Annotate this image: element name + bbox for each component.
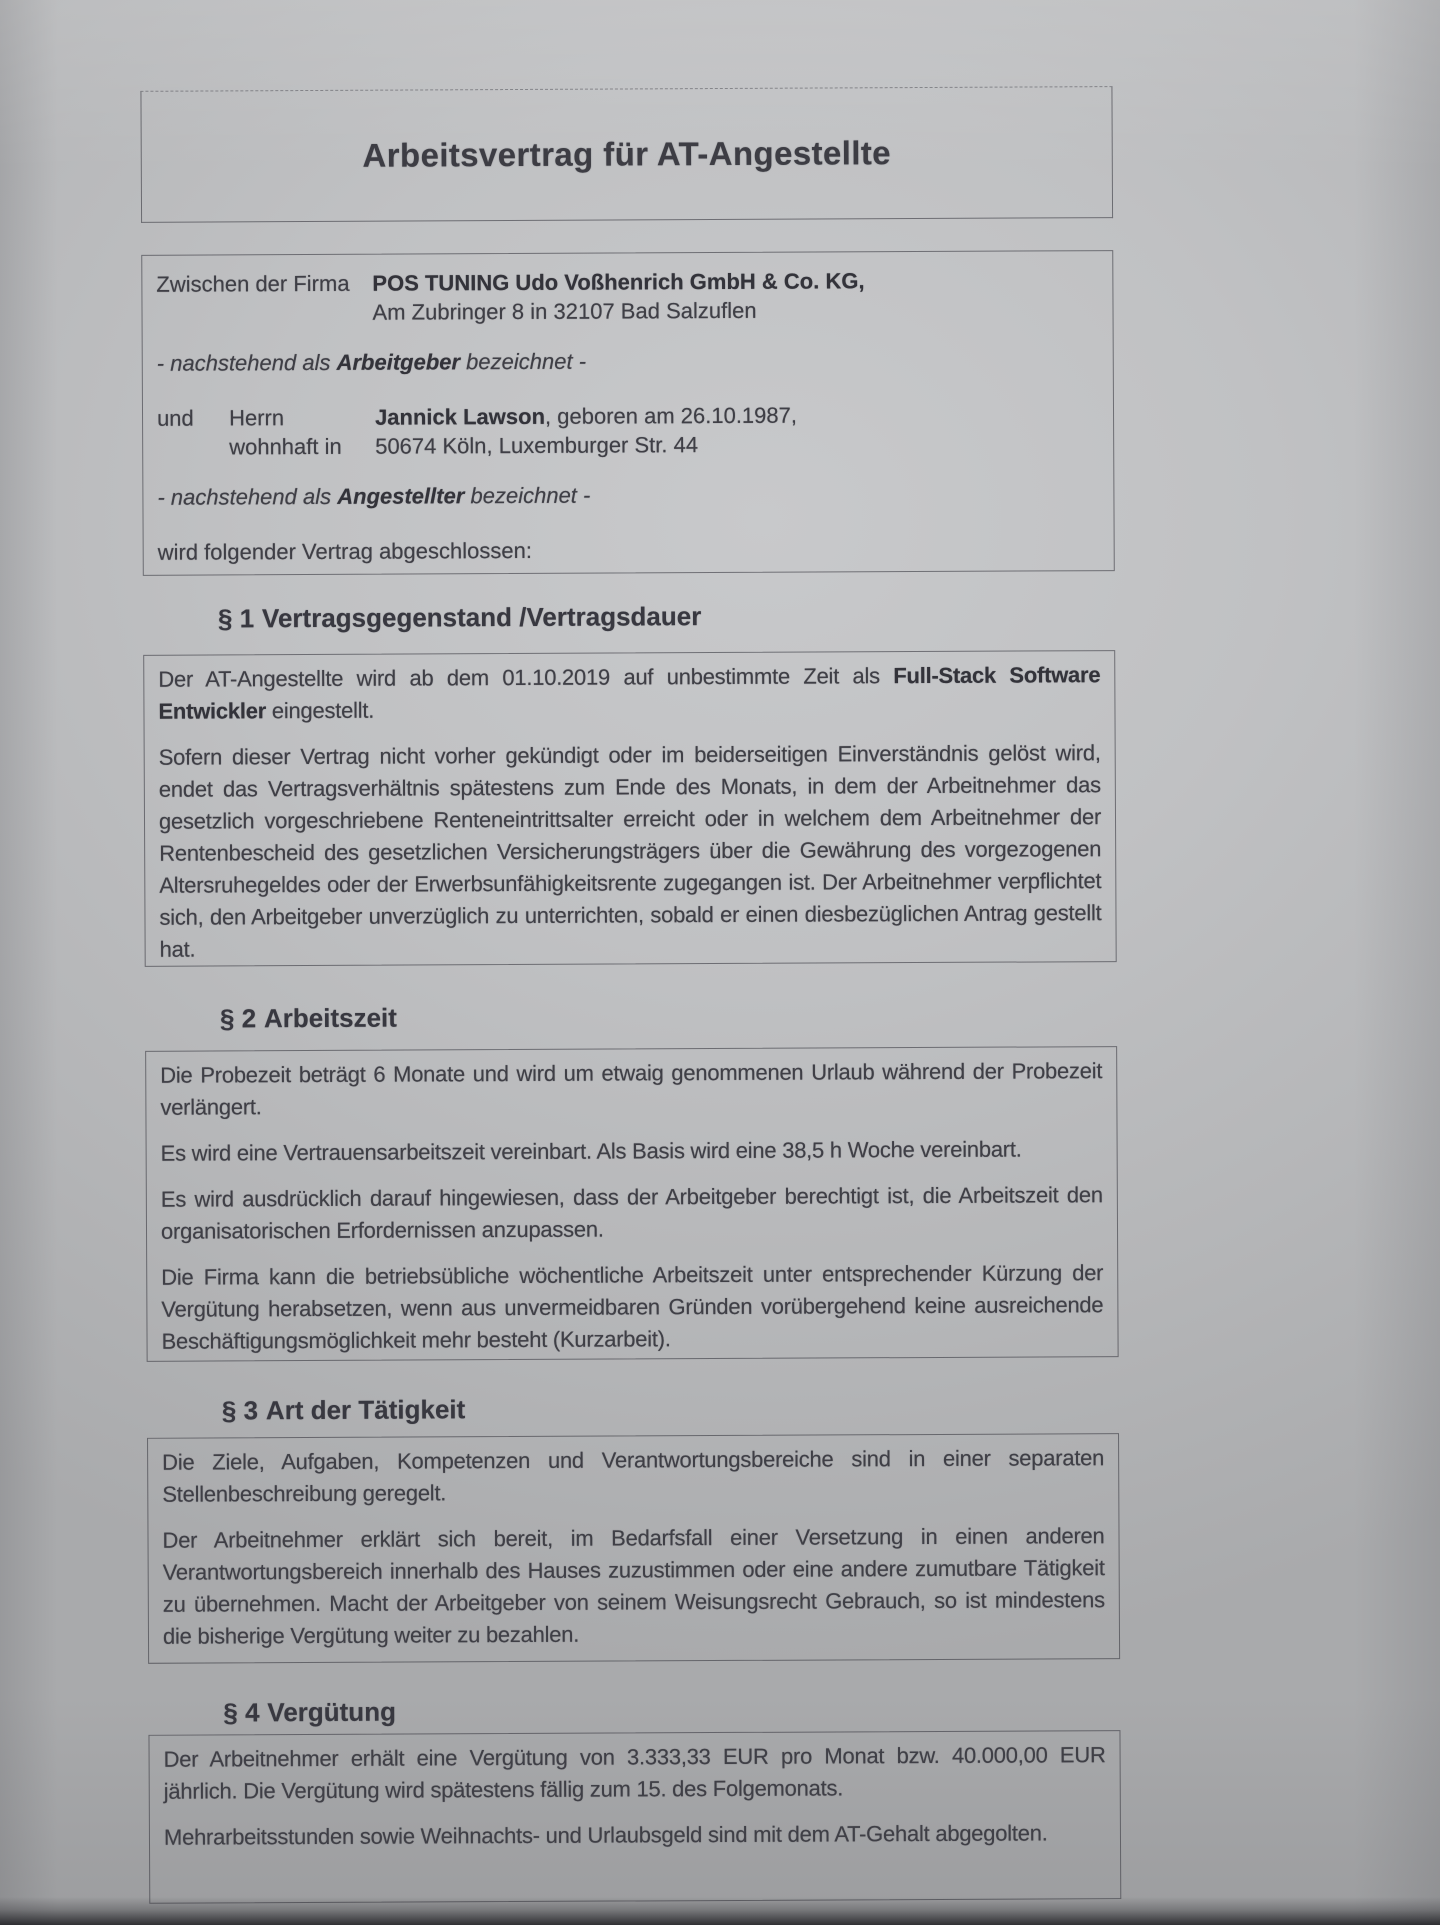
paragraph-text: Sofern dieser Vertrag nicht vorher gekündigt oder im beiderseitigen Einverständnis gelöst wird, endet das Vertragsverhältnis spätestens zum Ende des Monats, in dem der Arbeitnehmer das gesetzlich vorgeschriebene Renteneintrittsalter erreicht oder in welchem dem Arbeitnehmer der Rentenbescheid des gesetzlichen Versicherungsträgers über die Gewährung des vorgezogenen Altersruhegeldes oder der Erwerbsunfähigkeitsrente zugegangen ist. Der Arbeitnehmer verpflichtet sich, den Arbeitgeber unverzüglich zu unterrichten, sobald er einen diesbezüglichen Antrag gestellt hat. bbox=[158, 740, 1102, 962]
employer-designation-prefix: - nachstehend als bbox=[156, 349, 337, 376]
paragraph-text-bold: Full-Stack Software Entwickler bbox=[158, 662, 1101, 724]
employee-name: Jannick Lawson bbox=[374, 403, 546, 430]
paragraph bbox=[161, 1257, 1103, 1358]
spacer bbox=[157, 432, 229, 461]
section-box bbox=[145, 1046, 1119, 1362]
paragraph bbox=[161, 1179, 1103, 1248]
spacer bbox=[156, 298, 372, 328]
paragraph bbox=[164, 1817, 1106, 1854]
employer-name: POS TUNING Udo Voßhenrich GmbH & Co. KG, bbox=[372, 268, 865, 296]
paragraph bbox=[161, 1133, 1103, 1170]
employee-row bbox=[157, 399, 1097, 433]
paragraph-text: Der Arbeitnehmer erklärt sich bereit, im Bedarfsfall einer Versetzung in einen anderen Verantwortungsbereich innerhalb des Hauses zuzustimmen oder eine andere zumutbare Tätigkeit zu übernehmen. Macht der Arbeitgeber von seinem Weisungsrecht Gebrauch, so ist mindestens die bisherige Vergütung weiter zu bezahlen. bbox=[162, 1523, 1105, 1649]
paragraph-text: Die Probezeit beträgt 6 Monate und wird um etwaig genommenen Urlaub während der Probezeit verlängert. bbox=[160, 1058, 1103, 1120]
residence-label: wohnhaft in bbox=[229, 433, 342, 460]
section-box bbox=[147, 1433, 1120, 1664]
title-box bbox=[140, 86, 1113, 223]
section-heading bbox=[148, 1692, 1120, 1729]
paragraph bbox=[162, 1520, 1105, 1653]
employer-designation bbox=[157, 345, 1097, 378]
employer-row bbox=[156, 265, 1096, 299]
employee-designation-prefix: - nachstehend als bbox=[157, 483, 338, 510]
salutation-label: Herrn bbox=[228, 405, 285, 431]
paragraph-text: Die Firma kann die betriebsübliche wöchentliche Arbeitszeit unter entsprechender Kürzung der Vergütung herabsetzen, wenn aus unvermeidbaren Gründen vorübergehend keine ausreichende Beschäftigungsmöglichkeit mehr besteht (Kurzarbeit). bbox=[161, 1260, 1104, 1354]
paragraph-text: Der AT-Angestellte wird ab dem 01.10.2019 auf unbestimmte Zeit als bbox=[158, 663, 894, 692]
employer-address: Am Zubringer 8 in 32107 Bad Salzuflen bbox=[372, 297, 757, 325]
section-heading bbox=[147, 1390, 1119, 1427]
section-number: § 4 bbox=[223, 1697, 260, 1728]
page-title: Arbeitsvertrag für AT-Angestellte bbox=[362, 134, 892, 174]
section-number: § 2 bbox=[219, 1003, 257, 1034]
employer-address-row bbox=[156, 294, 1096, 328]
parties-box bbox=[141, 250, 1115, 576]
paragraph bbox=[162, 1442, 1104, 1511]
section-title: Vergütung bbox=[267, 1696, 396, 1728]
intro-label: Zwischen der Firma bbox=[156, 270, 350, 297]
paragraph-text: Es wird ausdrücklich darauf hingewiesen, dass der Arbeitgeber berechtigt ist, die Arbeitszeit den organisatorischen Erfordernissen anzupassen. bbox=[160, 1182, 1103, 1244]
employee-line bbox=[375, 399, 1097, 432]
employee-designation-suffix: bezeichnet - bbox=[464, 482, 591, 509]
section-title: Arbeitszeit bbox=[263, 1002, 397, 1034]
section-number: § 3 bbox=[221, 1395, 259, 1426]
employer-designation-suffix: bezeichnet - bbox=[459, 348, 587, 375]
conjunction-label: und bbox=[156, 405, 194, 431]
section-number: § 1 bbox=[217, 603, 255, 634]
employee-designation-term: Angestellter bbox=[337, 483, 465, 509]
employee-designation bbox=[157, 479, 1097, 512]
section-box bbox=[148, 1730, 1121, 1904]
paragraph bbox=[160, 1055, 1102, 1124]
section-title: Art der Tätigkeit bbox=[265, 1394, 466, 1426]
paragraph-text: eingestellt. bbox=[265, 697, 375, 724]
employee-address-row bbox=[157, 428, 1097, 462]
paragraph-text: Die Ziele, Aufgaben, Kompetenzen und Verantwortungsbereiche sind in einer separaten Stellenbeschreibung geregelt. bbox=[162, 1445, 1105, 1507]
section-title: Vertragsgegenstand /Vertragsdauer bbox=[261, 601, 702, 634]
paragraph-text: Der Arbeitnehmer erhält eine Vergütung von 3.333,33 EUR pro Monat bzw. 40.000,00 EUR jährlich. Die Vergütung wird spätestens fällig zum 15. des Folgemonats. bbox=[163, 1742, 1106, 1804]
section-heading bbox=[143, 598, 1115, 635]
paragraph bbox=[159, 737, 1102, 966]
paragraph-text: Es wird eine Vertrauensarbeitszeit vereinbart. Als Basis wird eine 38,5 h Woche vereinbart. bbox=[160, 1136, 1022, 1166]
contract-conclusion-line: wird folgender Vertrag abgeschlossen: bbox=[157, 537, 532, 565]
employee-birth: , geboren am 26.10.1987, bbox=[544, 402, 798, 429]
paragraph bbox=[164, 1739, 1106, 1808]
paragraph bbox=[158, 659, 1100, 728]
section-box bbox=[143, 650, 1117, 967]
section-heading bbox=[145, 998, 1117, 1035]
employer-designation-term: Arbeitgeber bbox=[336, 349, 461, 375]
paragraph-text: Mehrarbeitsstunden sowie Weihnachts- und Urlaubsgeld sind mit dem AT-Gehalt abgegolten. bbox=[163, 1820, 1048, 1850]
employee-address: 50674 Köln, Luxemburger Str. 44 bbox=[375, 432, 699, 459]
